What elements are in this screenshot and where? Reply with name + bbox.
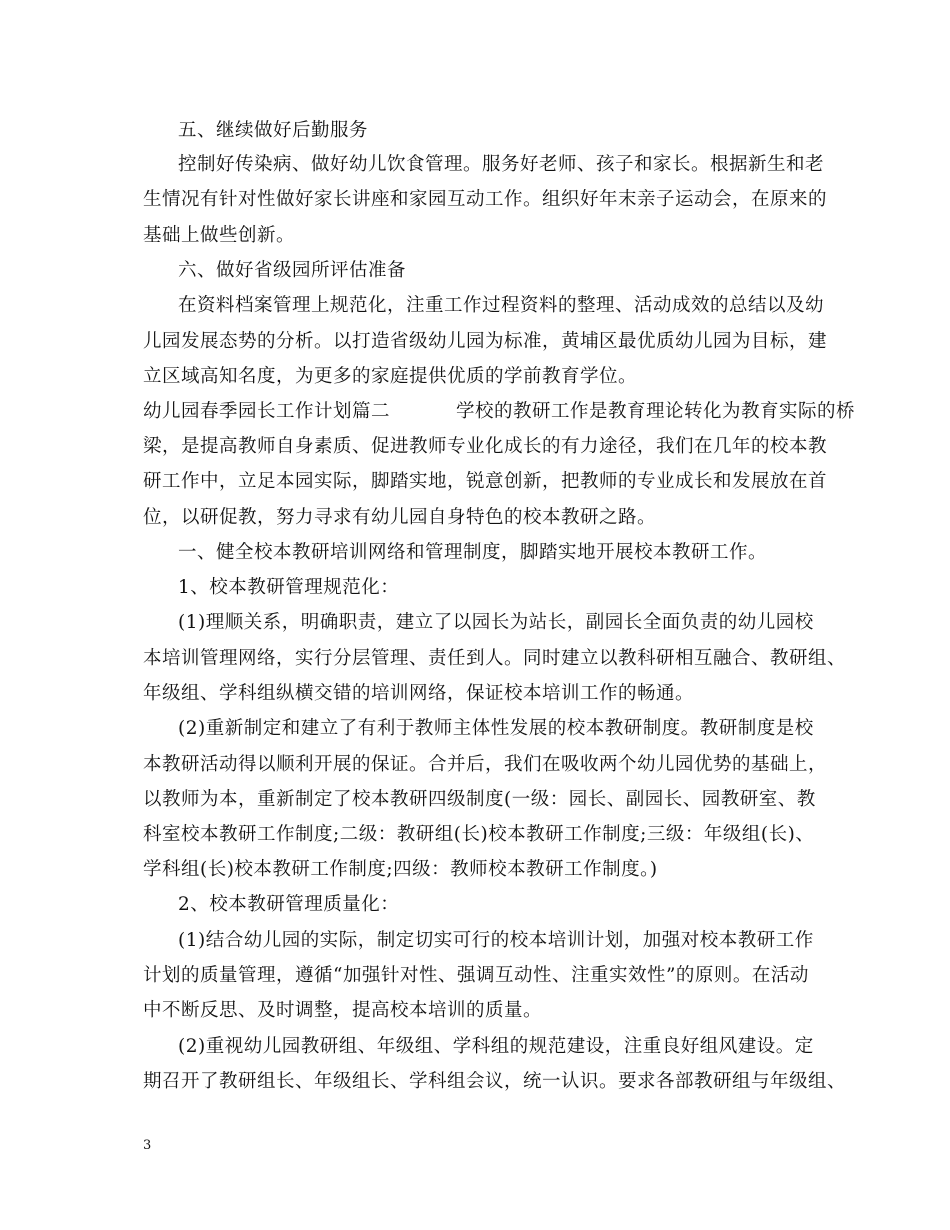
heading-section-five: 五、继续做好后勤服务	[178, 120, 369, 141]
paragraph-line: 计划的质量管理，遵循“加强针对性、强调互动性、注重实效性”的原则。在活动	[143, 965, 809, 986]
paragraph-line: (2)重新制定和建立了有利于教师主体性发展的校本教研制度。教研制度是校	[178, 718, 814, 739]
page-number: 3	[143, 1138, 152, 1153]
paragraph-line: 立区域高知名度，为更多的家庭提供优质的学前教育学位。	[143, 366, 638, 387]
paragraph-line: 中不断反思、及时调整，提高校本培训的质量。	[143, 1000, 543, 1021]
paragraph-line: 研工作中，立足本园实际，脚踏实地，锐意创新，把教师的专业成长和发展放在首	[143, 471, 828, 492]
paragraph-line: 生情况有针对性做好家长讲座和家园互动工作。组织好年末亲子运动会，在原来的	[143, 189, 828, 210]
paragraph-line: 期召开了教研组长、年级组长、学科组会议，统一认识。要求各部教研组与年级组、	[143, 1071, 847, 1092]
paragraph-line: 本培训管理网络，实行分层管理、责任到人。同时建立以教科研相互融合、教研组、	[143, 648, 847, 669]
section-title: 幼儿园春季园长工作计划篇二	[143, 401, 391, 422]
paragraph-line: 儿园发展态势的分析。以打造省级幼儿园为标准，黄埔区最优质幼儿园为目标，建	[143, 331, 828, 352]
paragraph-line: 以教师为本，重新制定了校本教研四级制度(一级：园长、副园长、园教研室、教	[143, 789, 816, 810]
paragraph-line: 在资料档案管理上规范化，注重工作过程资料的整理、活动成效的总结以及幼	[178, 295, 825, 316]
paragraph-text: 学校的教研工作是教育理论转化为教育实际的桥	[456, 401, 856, 422]
paragraph-line: 位，以研促教，努力寻求有幼儿园自身特色的校本教研之路。	[143, 507, 657, 528]
paragraph-line: 梁，是提高教师自身素质、促进教师专业化成长的有力途径，我们在几年的校本教	[143, 436, 828, 457]
subheading-line: 2、校本教研管理质量化：	[178, 894, 400, 915]
paragraph-line: (1)结合幼儿园的实际，制定切实可行的校本培训计划，加强对校本教研工作	[178, 930, 814, 951]
heading-section-six: 六、做好省级园所评估准备	[178, 260, 407, 281]
section-intro-line	[143, 400, 855, 424]
paragraph-line: 控制好传染病、做好幼儿饮食管理。服务好老师、孩子和家长。根据新生和老	[178, 154, 825, 175]
subheading-line: 1、校本教研管理规范化：	[178, 577, 400, 598]
paragraph-line: 基础上做些创新。	[143, 225, 296, 246]
paragraph-line: 科室校本教研工作制度;二级：教研组(长)校本教研工作制度;三级：年级组(长)、	[143, 824, 815, 845]
paragraph-line: 本教研活动得以顺利开展的保证。合并后，我们在吸收两个幼儿园优势的基础上，	[143, 754, 828, 775]
paragraph-line: 学科组(长)校本教研工作制度;四级：教师校本教研工作制度。)	[143, 859, 658, 880]
paragraph-line: (2)重视幼儿园教研组、年级组、学科组的规范建设，注重良好组风建设。定	[178, 1036, 814, 1057]
paragraph-line: 年级组、学科组纵横交错的培训网络，保证校本培训工作的畅通。	[143, 683, 695, 704]
paragraph-line: (1)理顺关系，明确职责，建立了以园长为站长，副园长全面负责的幼儿园校	[178, 612, 814, 633]
subheading-line: 一、健全校本教研培训网络和管理制度，脚踏实地开展校本教研工作。	[178, 542, 768, 563]
